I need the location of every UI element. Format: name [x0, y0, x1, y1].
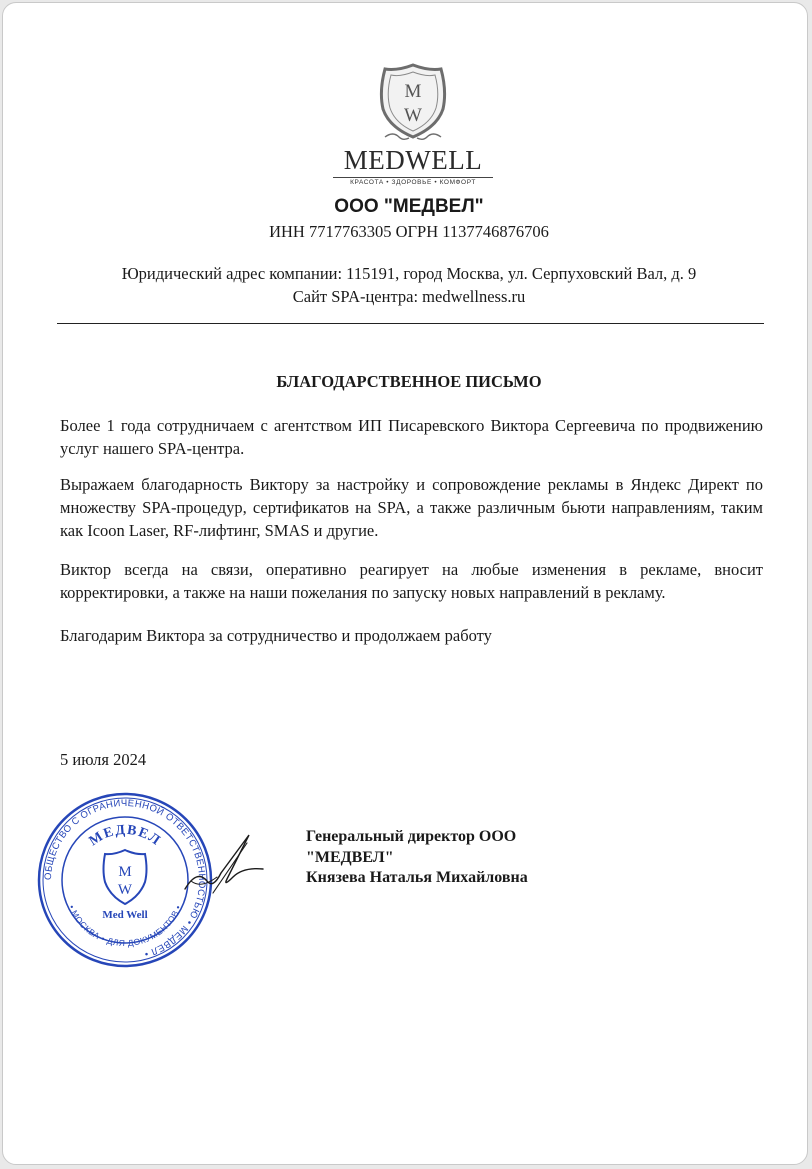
letter-date: 5 июля 2024: [60, 750, 147, 769]
signatory-company: "МЕДВЕЛ": [306, 848, 394, 866]
stamp-inner-top-text: МЕДВЕЛ: [86, 822, 164, 850]
stamp-inner-bottom-text: • МОСКВА • ДЛЯ ДОКУМЕНТОВ •: [66, 903, 184, 949]
company-name: ООО "МЕДВЕЛ": [334, 196, 484, 217]
signatory-name: Князева Наталья Михайловна: [306, 869, 528, 886]
letter-paragraph: Виктор всегда на связи, оперативно реагирует на любые изменения в рекламе, вносит корректировки, а также на наши пожелания по запуску новых направлений в рекламу.: [60, 560, 763, 602]
logo-shield-icon: [333, 61, 493, 145]
letter-page: [2, 2, 808, 1165]
stamp-brand: Med Well: [102, 909, 148, 921]
company-logo: [333, 61, 493, 191]
letter-paragraph: Более 1 года сотрудничаем с агентством ИП Писаревского Виктора Сергеевича по продвижению услуг нашего SPA-центра.: [60, 416, 763, 458]
logo-monogram-top: M: [404, 81, 422, 102]
letter-paragraph: Выражаем благодарность Виктору за настройку и сопровождение рекламы в Яндекс Директ по множеству SPA-процедур, сертификатов на SPA, а также различным бьюти направлениям, таким как Icoon Laser, RF-лифтинг, SMAS и другие.: [60, 475, 763, 540]
letter-paragraph: Благодарим Виктора за сотрудничество и продолжаем работу: [60, 626, 492, 645]
header-divider: [57, 323, 764, 324]
logo-monogram-bottom: W: [404, 105, 422, 126]
company-site: Сайт SPA-центра: medwellness.ru: [292, 287, 526, 306]
letter-title: БЛАГОДАРСТВЕННОЕ ПИСЬМО: [276, 372, 542, 391]
company-address: Юридический адрес компании: 115191, город Москва, ул. Серпуховский Вал, д. 9: [121, 264, 697, 283]
stamp-monogram-bottom: W: [117, 882, 133, 898]
signatory-block: [306, 827, 626, 889]
stamp-monogram-top: M: [118, 864, 132, 880]
logo-tagline: КРАСОТА • ЗДОРОВЬЕ • КОМФОРТ: [333, 177, 493, 186]
logo-name: MEDWELL: [343, 145, 483, 175]
signatory-title: Генеральный директор ООО: [306, 828, 517, 845]
company-ids: ИНН 7717763305 ОГРН 1137746876706: [269, 222, 549, 241]
stamp-outer-text: ОБЩЕСТВО С ОГРАНИЧЕННОЙ ОТВЕТСТВЕННОСТЬЮ • МЕДВЕЛ •: [42, 797, 208, 960]
handwritten-signature: [177, 829, 272, 909]
